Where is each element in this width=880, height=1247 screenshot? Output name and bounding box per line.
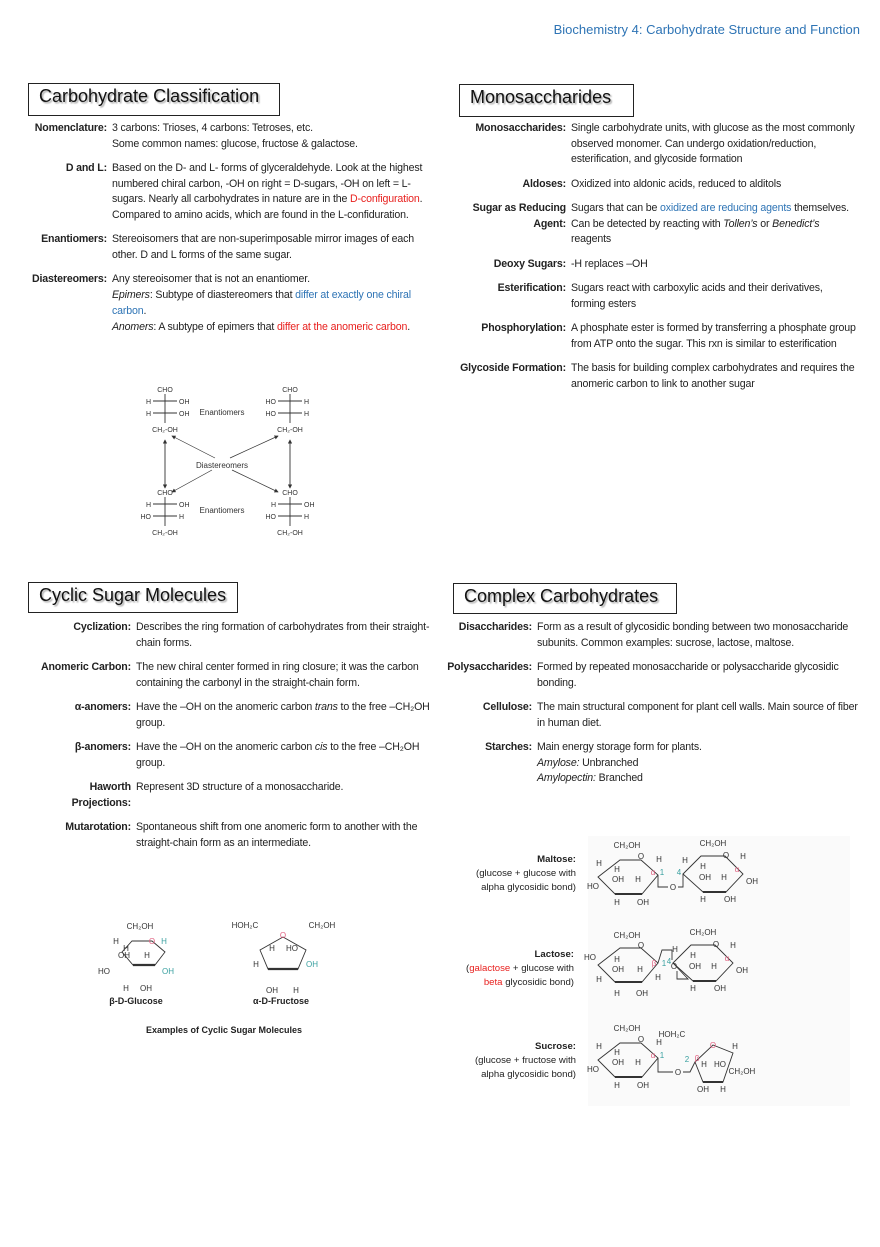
definition-text: The new chiral center formed in ring closure; it was the carbon containing the carbonyl in the straight-chain form.	[136, 661, 419, 689]
atom-label: H	[637, 965, 643, 974]
term-definition	[571, 321, 857, 352]
definition-text: .	[143, 304, 147, 317]
sucrose-caption	[436, 1040, 576, 1082]
definition-text: . Compared to amino acids, which are found in the L-confiduration.	[112, 193, 423, 222]
atom-label: H	[614, 1048, 620, 1057]
maltose-caption	[436, 853, 576, 895]
definition-text: Describes the ring formation of carbohydrates from their straight-chain forms.	[136, 621, 430, 649]
atom-label: HO	[587, 882, 599, 891]
fructose-ring	[260, 937, 306, 969]
definition-text: Unbranched	[579, 756, 639, 769]
highlighted-text: D-configuration	[350, 193, 420, 206]
atom-label: OH	[266, 986, 278, 995]
definition-row	[437, 740, 867, 787]
term-label: Phosphorylation:	[481, 322, 566, 334]
atom-label: O	[637, 1035, 645, 1044]
atom-label: H	[655, 973, 661, 982]
definition-text: Have the –OH on the anomeric carbon	[136, 701, 315, 713]
fischer-right-group: OH	[179, 411, 190, 418]
atom-label: O	[637, 852, 645, 861]
definition-row	[0, 820, 440, 851]
atom-label: β	[651, 959, 657, 968]
term-label: Polysaccharides:	[447, 661, 532, 673]
term-definition	[136, 620, 440, 651]
definition-text: : A subtype of epimers that	[153, 320, 277, 333]
atom-label: HO	[714, 1060, 726, 1069]
sucrose-line2: alpha glycosidic bond)	[481, 1069, 576, 1080]
term-definition	[571, 201, 857, 248]
fischer-right-group: H	[304, 411, 310, 418]
atom-label: H	[732, 1042, 738, 1051]
atom-label: H	[269, 944, 275, 953]
italic-term: Benedict’s	[772, 217, 820, 230]
atom-label: OH	[637, 1081, 649, 1090]
atom-label: H	[113, 937, 119, 946]
fischer-right-group: H	[304, 399, 310, 406]
definition-row	[437, 660, 867, 691]
atom-label: OH	[636, 989, 648, 998]
definition-text: Oxidized into aldonic acids, reduced to alditols	[571, 177, 782, 190]
atom-label: O	[669, 883, 677, 892]
term-label: Aldoses:	[522, 177, 566, 190]
definition-row	[0, 700, 440, 731]
section-title-classification: Carbohydrate Classification	[28, 83, 280, 116]
atom-label: H	[123, 984, 129, 993]
fischer-left-group: HO	[265, 514, 276, 521]
atom-label: O	[637, 941, 645, 950]
definition-row	[0, 232, 435, 263]
term-label: Starches:	[485, 741, 532, 753]
atom-label: H	[253, 960, 259, 969]
fischer-left-group: HO	[265, 411, 276, 418]
term-label: β-anomers:	[74, 741, 131, 753]
term-definition	[112, 232, 435, 263]
lactose-galactose: galactose	[469, 963, 511, 974]
atom-label: O	[712, 940, 720, 949]
atom-label: HO	[286, 944, 298, 953]
definition-row	[447, 201, 857, 248]
definition-row	[0, 272, 435, 335]
monosaccharide-definitions	[447, 121, 857, 401]
fischer-left-group: H	[270, 502, 276, 509]
lactose-title: Lactose:	[534, 949, 574, 960]
fischer-top-group: CHO	[157, 387, 173, 394]
atom-label: OH	[612, 1058, 624, 1067]
term-definition	[136, 740, 440, 771]
fischer-right-group: OH	[304, 502, 315, 509]
atom-label: H	[711, 962, 717, 971]
glucose-ring	[122, 941, 165, 965]
term-label: Haworth Projections:	[71, 781, 131, 809]
definition-text: Represent 3D structure of a monosaccharide.	[136, 781, 344, 793]
arrow	[172, 470, 212, 492]
atom-label: OH	[736, 966, 748, 975]
atom-label: OH	[612, 965, 624, 974]
fischer-top-group: CHO	[157, 490, 173, 497]
term-definition	[136, 700, 440, 731]
term-label: Mutarotation:	[65, 821, 131, 833]
term-label: D and L:	[65, 162, 107, 174]
definition-text: -H replaces –OH	[571, 257, 648, 270]
term-definition	[571, 361, 857, 392]
highlighted-text: oxidized are reducing agents	[660, 202, 792, 214]
atom-label: O	[148, 937, 156, 946]
definition-row	[447, 361, 857, 392]
atom-label: CH₂OH	[613, 931, 641, 940]
fischer-left-group: H	[145, 399, 151, 406]
atom-label: H	[635, 1058, 641, 1067]
fischer-bottom-group: CH₂-OH	[277, 427, 303, 434]
atom-label: H	[672, 945, 678, 954]
maltose-title: Maltose:	[537, 854, 576, 865]
definition-row	[447, 257, 857, 273]
atom-label: O	[709, 1041, 717, 1050]
atom-label: OH	[162, 967, 174, 976]
term-label: Sugar as Reducing Agent:	[472, 202, 566, 230]
definition-text: A phosphate ester is formed by transferring a phosphate group from ATP onto the sugar. This rxn is similar to esterification	[571, 322, 856, 350]
definition-row	[437, 620, 867, 651]
atom-label: O	[674, 1068, 682, 1077]
arrow	[230, 436, 278, 458]
definition-row	[447, 321, 857, 352]
fischer-bottom-group: CH₂-OH	[277, 530, 303, 537]
atom-label: H	[701, 1060, 707, 1069]
term-definition	[112, 121, 435, 152]
definition-row	[0, 740, 440, 771]
definition-text: Any stereoisomer that is not an enantiomer.	[112, 273, 310, 286]
term-definition	[571, 121, 857, 168]
definition-row	[447, 121, 857, 168]
arrow	[232, 470, 278, 492]
fischer-right-group: OH	[179, 399, 190, 406]
section-title-monosaccharides: Monosaccharides	[459, 84, 634, 117]
definition-text: Form as a result of glycosidic bonding between two monosaccharide subunits. Common examples: sucrose, lactose, maltose.	[537, 621, 849, 649]
atom-label: H	[720, 1085, 726, 1094]
definition-text: Formed by repeated monosaccharide or polysaccharide glycosidic bonding.	[537, 661, 839, 689]
atom-label: OH	[699, 873, 711, 882]
classification-definitions	[0, 121, 435, 344]
definition-row	[447, 177, 857, 193]
fischer-enantiomers-label-bottom: Enantiomers	[199, 506, 245, 515]
term-label: Cyclization:	[73, 621, 131, 633]
definition-text: Some common names: glucose, fructose & galactose.	[112, 137, 358, 150]
atom-label: OH	[118, 951, 130, 960]
lactose-line1: + glucose with	[510, 963, 574, 974]
atom-label: HO	[584, 953, 596, 962]
lactose-beta: beta	[483, 977, 503, 988]
atom-label: H	[682, 856, 688, 865]
atom-label: CH₂OH	[689, 928, 717, 937]
atom-label: H	[596, 975, 602, 984]
lactose-caption	[434, 948, 574, 990]
document-header: Biochemistry 4: Carbohydrate Structure and Function	[553, 22, 860, 37]
term-label: Anomeric Carbon:	[40, 661, 131, 673]
atom-label: H	[614, 1081, 620, 1090]
definition-text: Spontaneous shift from one anomeric form to another with the straight-chain form as an intermediate.	[136, 821, 418, 849]
term-label: Enantiomers:	[41, 233, 107, 246]
cyclic-examples-caption: Examples of Cyclic Sugar Molecules	[145, 1025, 303, 1035]
atom-label: H	[293, 986, 299, 995]
atom-label: HOH₂C	[658, 1030, 686, 1039]
definition-text: Sugars react with carboxylic acids and their derivatives, forming esters	[571, 282, 823, 310]
atom-label: CH₂OH	[126, 922, 154, 931]
fischer-right-group: OH	[179, 502, 190, 509]
highlighted-text: differ at the anomeric carbon	[276, 320, 408, 333]
term-label: Diastereomers:	[31, 273, 107, 286]
term-definition	[571, 257, 857, 273]
italic-term: trans	[314, 701, 338, 713]
term-definition	[537, 660, 867, 691]
atom-label: O	[279, 931, 287, 940]
atom-label: α	[724, 954, 730, 963]
definition-text: Sugars that can be	[571, 202, 661, 214]
atom-label: H	[596, 859, 602, 868]
definition-row	[0, 660, 440, 691]
term-definition	[537, 700, 867, 731]
atom-label: O	[722, 851, 730, 860]
atom-label: CH₂OH	[613, 841, 641, 850]
term-definition	[136, 660, 440, 691]
italic-term: Amylopectin:	[537, 772, 596, 785]
term-label: Deoxy Sugars:	[493, 257, 566, 270]
definition-text: 3 carbons: Trioses, 4 carbons: Tetroses, etc.	[112, 122, 313, 134]
definition-row	[447, 281, 857, 312]
atom-label: H	[144, 951, 150, 960]
atom-label: OH	[689, 962, 701, 971]
term-label: Nomenclature:	[34, 122, 107, 134]
sucrose-title: Sucrose:	[534, 1041, 576, 1052]
definition-row	[0, 121, 435, 152]
definition-text: Branched	[595, 772, 643, 785]
atom-label: H	[700, 862, 706, 871]
atom-label: OH	[724, 895, 736, 904]
atom-label: H	[721, 873, 727, 882]
atom-label: 1	[661, 959, 667, 968]
atom-label: H	[656, 855, 662, 864]
definition-text: .	[407, 320, 411, 333]
definition-text: to the free –CH₂OH group.	[136, 701, 430, 729]
atom-label: OH	[306, 960, 318, 969]
definition-row	[0, 620, 440, 651]
atom-label: HO	[587, 1065, 599, 1074]
atom-label: β	[694, 1054, 700, 1063]
section-title-cyclic: Cyclic Sugar Molecules	[28, 582, 238, 613]
disaccharide-figure-background	[588, 836, 850, 1106]
atom-label: OH	[140, 984, 152, 993]
atom-label: HO	[98, 967, 110, 976]
atom-label: 4	[666, 957, 672, 966]
fischer-diastereomers-label: Diastereomers	[195, 461, 249, 470]
definition-row	[437, 700, 867, 731]
lactose-paren: (	[465, 963, 470, 974]
fischer-left-group: HO	[265, 399, 276, 406]
atom-label: H	[614, 898, 620, 907]
term-label: Glycoside Formation:	[460, 362, 566, 374]
atom-label: OH	[746, 877, 758, 886]
atom-label: H	[635, 875, 641, 884]
glucose-name: β-D-Glucose	[109, 996, 163, 1006]
atom-label: CH₂OH	[613, 1024, 641, 1033]
term-definition	[112, 272, 435, 335]
atom-label: 2	[684, 1055, 690, 1064]
fischer-bottom-group: CH₂-OH	[152, 530, 178, 537]
definition-text: Single carbohydrate units, with glucose as the most commonly observed monomer. Can undergo oxidation/reduction, esterification, and glycoside formation	[571, 122, 855, 166]
fischer-left-group: H	[145, 502, 151, 509]
arrow	[172, 436, 215, 458]
atom-label: HOH₂C	[231, 921, 259, 930]
italic-term: Anomers	[112, 320, 154, 333]
definition-text: : Subtype of diastereomers that	[149, 289, 296, 302]
term-definition	[537, 620, 867, 651]
definition-row	[0, 780, 440, 811]
atom-label: H	[740, 852, 746, 861]
highlighted-text: differ at exactly one chiral carbon	[112, 289, 411, 317]
term-definition	[136, 780, 440, 811]
lactose-line2: glycosidic bond)	[502, 977, 574, 988]
atom-label: OH	[637, 898, 649, 907]
atom-label: α	[650, 1051, 656, 1060]
atom-label: H	[700, 895, 706, 904]
definition-text: Have the –OH on the anomeric carbon	[136, 741, 315, 753]
atom-label: CH₂OH	[308, 921, 336, 930]
italic-term: cis	[314, 741, 328, 753]
complex-definitions	[437, 620, 867, 796]
fischer-bottom-group: CH₂-OH	[152, 427, 178, 434]
atom-label: OH	[697, 1085, 709, 1094]
atom-label: 4	[676, 868, 682, 877]
atom-label: 1	[659, 868, 665, 877]
maltose-line1: (glucose + glucose with	[476, 868, 576, 879]
atom-label: H	[656, 1038, 662, 1047]
definition-text: Stereoisomers that are non-superimposable mirror images of each other. D and L forms of the same sugar.	[112, 233, 415, 262]
maltose-line2: alpha glycosidic bond)	[481, 882, 576, 893]
fischer-enantiomers-label-top: Enantiomers	[199, 408, 245, 417]
atom-label: H	[690, 984, 696, 993]
atom-label: 1	[659, 1051, 665, 1060]
term-definition	[136, 820, 440, 851]
term-definition	[537, 740, 867, 787]
definition-text: Main energy storage form for plants.	[537, 741, 702, 753]
atom-label: α	[650, 868, 656, 877]
term-label: Disaccharides:	[458, 621, 532, 633]
atom-label: H	[596, 1042, 602, 1051]
definition-text: The main structural component for plant cell walls. Main source of fiber in human diet.	[537, 701, 858, 729]
fischer-top-group: CHO	[282, 387, 298, 394]
definition-text: reagents	[571, 233, 612, 246]
atom-label: H	[614, 989, 620, 998]
term-label: Esterification:	[497, 282, 566, 294]
fischer-right-group: H	[179, 514, 185, 521]
fischer-right-group: H	[304, 514, 310, 521]
atom-label: α	[734, 865, 740, 874]
atom-label: OH	[714, 984, 726, 993]
atom-label: O	[670, 962, 678, 971]
atom-label: H	[614, 955, 620, 964]
sucrose-line1: (glucose + fructose with	[474, 1055, 576, 1066]
definition-text: The basis for building complex carbohydrates and requires the anomeric carbon to link to another sugar	[571, 362, 855, 390]
section-title-complex: Complex Carbohydrates	[453, 583, 677, 614]
term-label: Cellulose:	[482, 701, 532, 713]
term-definition	[571, 177, 857, 193]
atom-label: H	[123, 944, 129, 953]
definition-text: Based on the D- and L- forms of glyceraldehyde. Look at the highest numbered chiral carbon, -OH on right = D-sugars, -OH on left = L-sugars. Nearly all carbohydrates in nature are in the	[112, 162, 423, 206]
atom-label: CH₂OH	[699, 839, 727, 848]
definition-row	[0, 161, 435, 224]
fischer-left-group: H	[145, 411, 151, 418]
italic-term: Epimers	[112, 289, 150, 302]
italic-term: Tollen’s	[723, 217, 758, 230]
fischer-top-group: CHO	[282, 490, 298, 497]
atom-label: CH₂OH	[728, 1067, 756, 1076]
cyclic-definitions	[0, 620, 440, 860]
atom-label: H	[690, 951, 696, 960]
definition-text: or	[757, 217, 773, 230]
fischer-left-group: HO	[140, 514, 151, 521]
definition-text: to the free –CH₂OH group.	[136, 741, 420, 769]
fructose-name: α-D-Fructose	[252, 996, 310, 1006]
atom-label: H	[161, 937, 167, 946]
atom-label: H	[614, 865, 620, 874]
term-definition	[112, 161, 435, 224]
term-label: Monosaccharides:	[475, 122, 566, 134]
term-label: α-anomers:	[74, 701, 131, 713]
term-definition	[571, 281, 857, 312]
atom-label: OH	[612, 875, 624, 884]
definition-text: themselves. Can be detected by reacting with	[571, 202, 849, 230]
italic-term: Amylose:	[537, 756, 580, 769]
atom-label: H	[730, 941, 736, 950]
